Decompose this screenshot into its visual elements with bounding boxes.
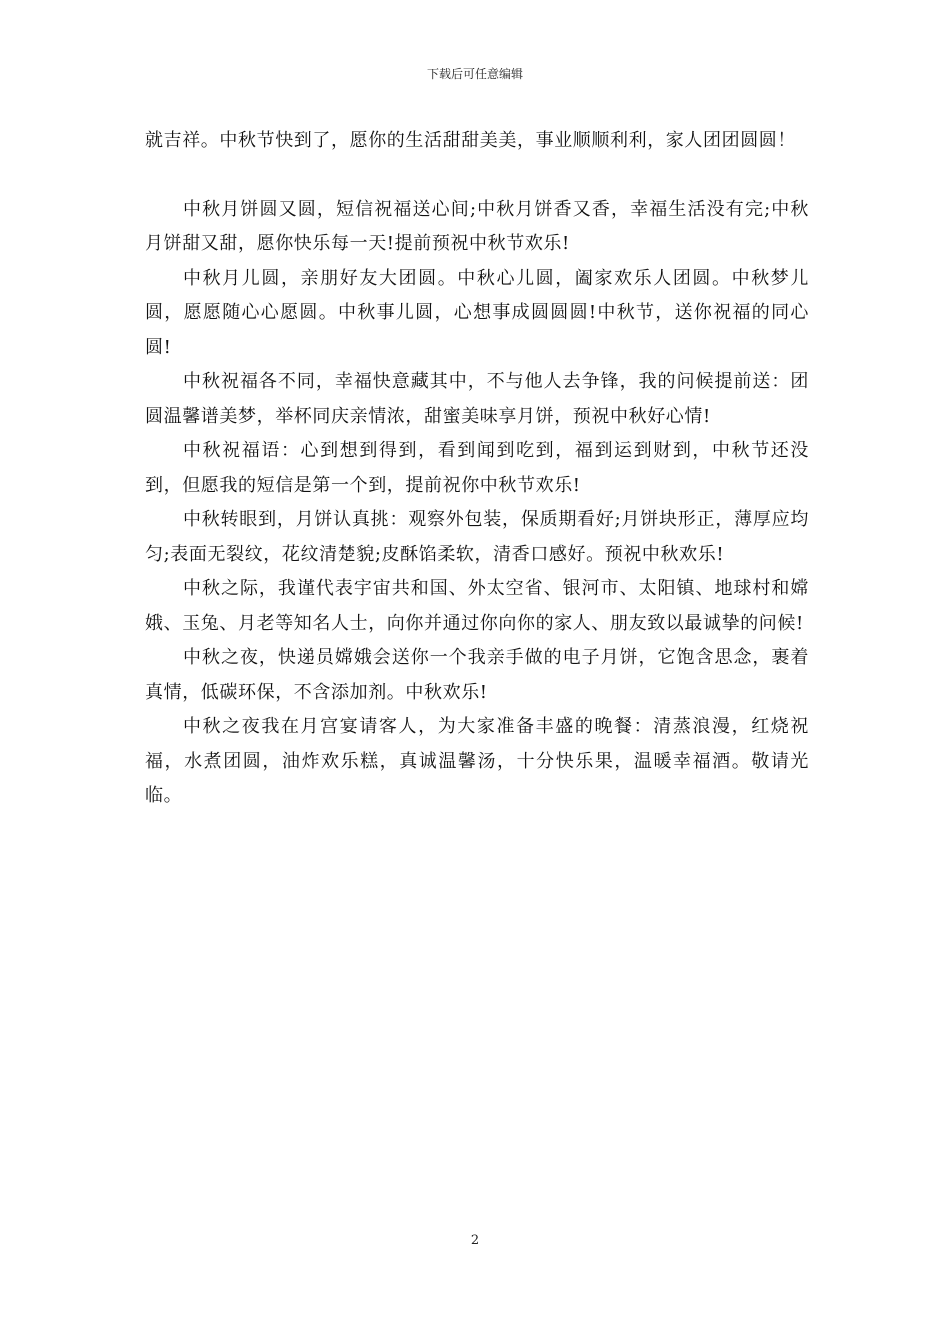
paragraph: 中秋祝福语：心到想到得到，看到闻到吃到，福到运到财到，中秋节还没到，但愿我的短信是第一个到，提前祝你中秋节欢乐! xyxy=(145,440,809,496)
paragraph: 中秋月饼圆又圆，短信祝福送心间;中秋月饼香又香，幸福生活没有完;中秋月饼甜又甜，愿你快乐每一天!提前预祝中秋节欢乐! xyxy=(145,198,809,254)
paragraph: 中秋之夜，快递员嫦娥会送你一个我亲手做的电子月饼，它饱含思念，裹着真情，低碳环保，不含添加剂。中秋欢乐! xyxy=(145,647,809,703)
page-number: 2 xyxy=(470,1233,480,1248)
paragraph: 中秋祝福各不同，幸福快意藏其中，不与他人去争锋，我的问候提前送：团圆温馨谱美梦，举杯同庆亲情浓，甜蜜美味享月饼，预祝中秋好心情! xyxy=(145,371,809,427)
document-body xyxy=(145,124,809,814)
page-header: 下载后可任意编辑 xyxy=(426,67,523,81)
paragraph-continuation: 就吉祥。中秋节快到了，愿你的生活甜甜美美，事业顺顺利利，家人团团圆圆！ xyxy=(145,130,796,151)
paragraph: 中秋转眼到，月饼认真挑：观察外包装，保质期看好;月饼块形正，薄厚应均匀;表面无裂纹，花纹清楚貌;皮酥馅柔软，清香口感好。预祝中秋欢乐! xyxy=(145,509,809,565)
paragraph: 中秋之际，我谨代表宇宙共和国、外太空省、银河市、太阳镇、地球村和嫦娥、玉兔、月老等知名人士，向你并通过你向你的家人、朋友致以最诚挚的问候! xyxy=(145,578,809,634)
paragraph: 中秋月儿圆，亲朋好友大团圆。中秋心儿圆，阖家欢乐人团圆。中秋梦儿圆，愿愿随心心愿圆。中秋事儿圆，心想事成圆圆圆!中秋节，送你祝福的同心圆! xyxy=(145,267,809,358)
paragraph: 中秋之夜我在月宫宴请客人，为大家准备丰盛的晚餐：清蒸浪漫，红烧祝福，水煮团圆，油炸欢乐糕，真诚温馨汤，十分快乐果，温暖幸福酒。敬请光临。 xyxy=(145,716,809,806)
